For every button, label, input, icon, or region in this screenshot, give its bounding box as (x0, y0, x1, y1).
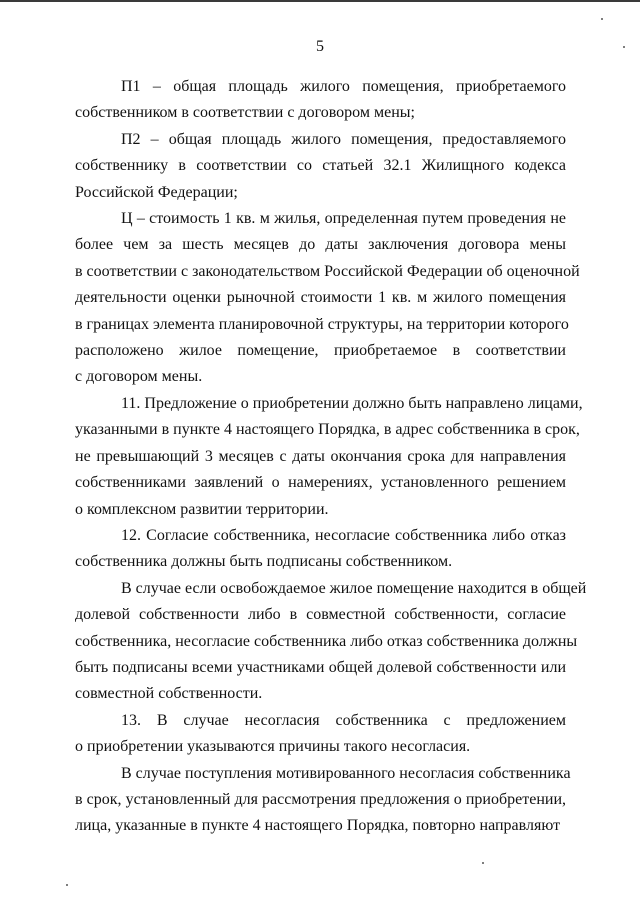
scan-speck (66, 884, 68, 886)
paragraph-c-def (75, 206, 580, 391)
scan-speck (601, 18, 603, 20)
text-line: расположено жилое помещение, приобретаемое в соответствии (75, 342, 566, 360)
paragraph-p1-def (75, 74, 566, 127)
paragraph-item-13 (75, 708, 566, 761)
text-line: лица, указанные в пункте 4 настоящего Порядка, повторно направляют (75, 817, 561, 835)
document-body (75, 74, 587, 840)
paragraph-p2-def (75, 127, 566, 206)
text-line: совместной собственности. (75, 685, 263, 703)
text-line: с договором мены. (75, 368, 203, 386)
text-line: В случае если освобождаемое жилое помещение находится в общей (121, 579, 587, 597)
text-line: 12. Согласие собственника, несогласие собственника либо отказ (121, 526, 566, 544)
text-line: о комплексном развитии территории. (75, 500, 329, 518)
text-line: собственника, несогласие собственника либо отказ собственника должны (75, 632, 578, 650)
text-line: собственнику в соответствии со статьей 32.1 Жилищного кодекса (75, 157, 566, 175)
text-line: Российской Федерации; (75, 183, 238, 201)
text-line: о приобретении указываются причины такого несогласия. (75, 738, 471, 756)
text-line: быть подписаны всеми участниками общей долевой собственности или (75, 658, 566, 676)
text-line: в границах элемента планировочной структуры, на территории которого (75, 315, 569, 333)
text-line: В случае поступления мотивированного несогласия собственника (121, 764, 571, 782)
text-line: собственника должны быть подписаны собственником. (75, 553, 453, 571)
text-line: собственником в соответствии с договором мены; (75, 104, 415, 122)
text-line: П2 – общая площадь жилого помещения, предоставляемого (121, 130, 566, 148)
text-line: не превышающий 3 месяцев с даты окончания срока для направления (75, 447, 566, 465)
text-line: П1 – общая площадь жилого помещения, приобретаемого (121, 78, 566, 95)
text-line: более чем за шесть месяцев до даты заключения договора мены (75, 236, 566, 254)
paragraph-item-12-shared (75, 576, 587, 708)
text-line: указанными в пункте 4 настоящего Порядка, в адрес собственника в срок, (75, 421, 580, 439)
paragraph-item-13-motivated (75, 761, 571, 840)
text-line: 13. В случае несогласия собственника с предложением (121, 711, 566, 729)
text-line: деятельности оценки рыночной стоимости 1 кв. м жилого помещения (75, 289, 566, 307)
text-line: долевой собственности либо в совместной собственности, согласие (75, 606, 566, 624)
text-line: в соответствии с законодательством Российской Федерации об оценочной (75, 262, 580, 280)
text-line: в срок, установленный для рассмотрения предложения о приобретении, (75, 790, 566, 808)
text-line: собственниками заявлений о намерениях, установленного решением (75, 474, 566, 492)
page-number: 5 (316, 38, 324, 55)
text-line: 11. Предложение о приобретении должно быть направлено лицами, (121, 394, 583, 412)
paragraph-item-12 (75, 523, 566, 576)
paragraph-item-11 (75, 391, 583, 523)
scan-speck (482, 862, 484, 864)
scan-top-edge (0, 0, 640, 2)
text-line: Ц – стоимость 1 кв. м жилья, определенная путем проведения не (121, 210, 566, 228)
